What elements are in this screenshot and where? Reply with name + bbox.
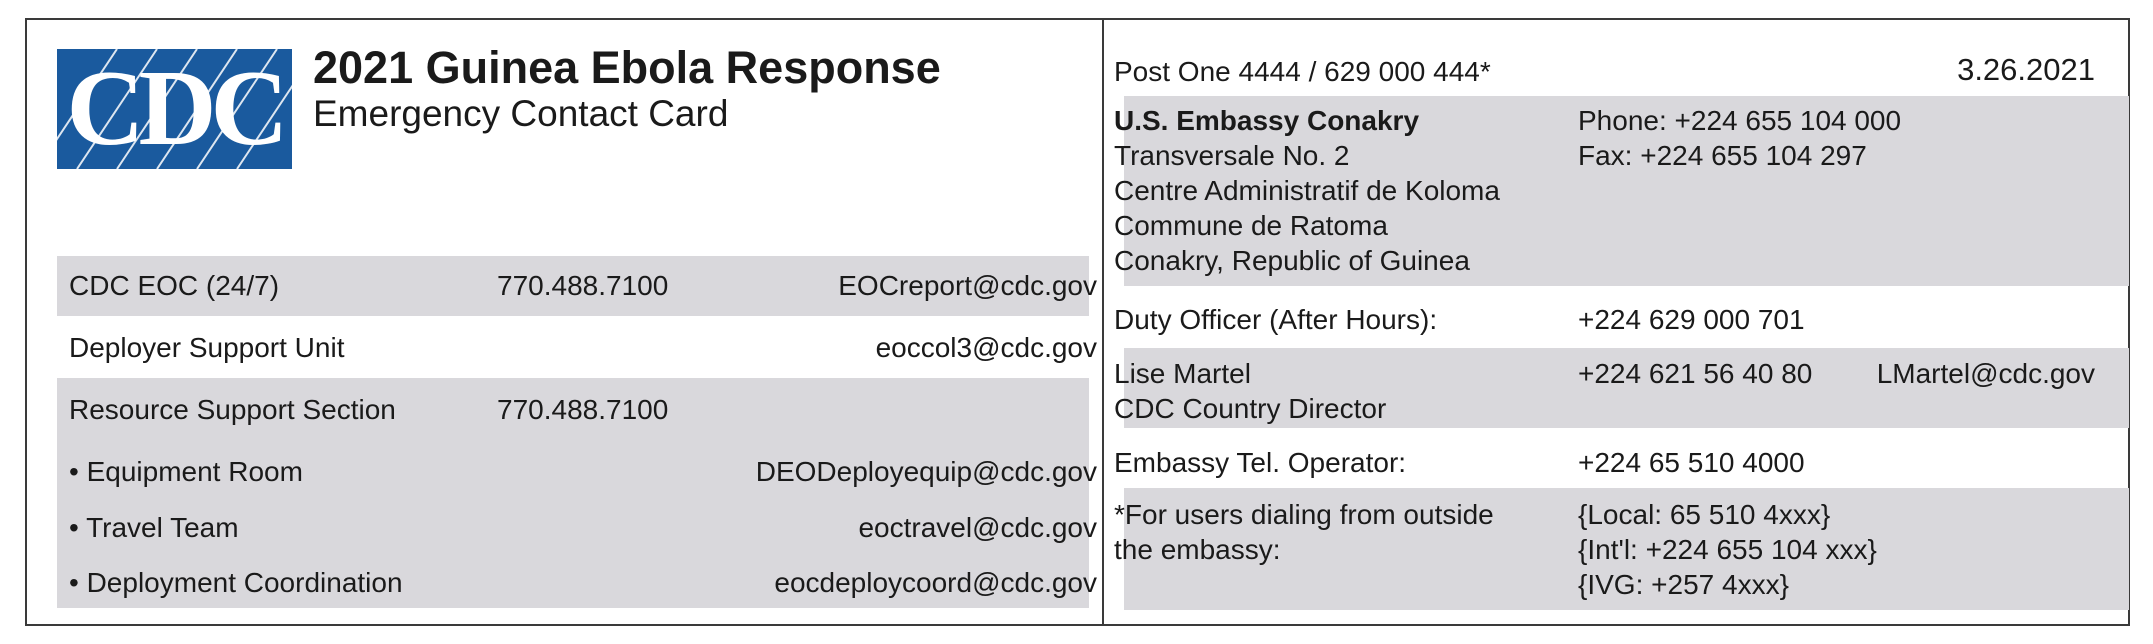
card-date: 3.26.2021: [1957, 52, 2095, 87]
contact-email[interactable]: eoccol3@cdc.gov: [875, 332, 1097, 363]
contact-email[interactable]: eoctravel@cdc.gov: [858, 512, 1097, 543]
outside-number-ivg: {IVG: +257 4xxx}: [1578, 569, 1789, 600]
outside-label-line: the embassy:: [1114, 534, 1281, 565]
cdc-logo: [57, 49, 292, 169]
director-title: CDC Country Director: [1114, 393, 1387, 424]
embassy-address-line: Centre Administratif de Koloma: [1114, 175, 1500, 206]
contact-name: • Equipment Room: [69, 456, 303, 487]
contact-name: CDC EOC (24/7): [69, 270, 280, 301]
operator-phone: +224 65 510 4000: [1578, 447, 1805, 478]
contact-phone: 770.488.7100: [497, 394, 669, 425]
contact-email[interactable]: DEODeployequip@cdc.gov: [755, 456, 1097, 487]
duty-officer-phone: +224 629 000 701: [1578, 304, 1805, 335]
post-one-number: Post One 4444 / 629 000 444*: [1114, 56, 1491, 87]
embassy-phone: Phone: +224 655 104 000: [1578, 105, 1902, 136]
contact-name: • Deployment Coordination: [69, 567, 403, 598]
contact-email[interactable]: EOCreport@cdc.gov: [838, 270, 1097, 301]
contact-name: • Travel Team: [69, 512, 239, 543]
operator-label: Embassy Tel. Operator:: [1114, 447, 1407, 478]
logo-text: CDC: [66, 49, 283, 168]
duty-officer-label: Duty Officer (After Hours):: [1114, 304, 1438, 335]
contact-card: [25, 18, 2130, 626]
page-subtitle: Emergency Contact Card: [313, 93, 729, 134]
page-title: 2021 Guinea Ebola Response: [313, 42, 941, 93]
contact-name: Deployer Support Unit: [69, 332, 345, 363]
contact-name: Resource Support Section: [69, 394, 396, 425]
outside-number-intl: {Int'l: +224 655 104 xxx}: [1578, 534, 1877, 565]
director-phone: +224 621 56 40 80: [1578, 358, 1813, 389]
contact-phone: 770.488.7100: [497, 270, 669, 301]
outside-label-line: *For users dialing from outside: [1114, 499, 1494, 530]
outside-number-local: {Local: 65 510 4xxx}: [1578, 499, 1831, 530]
director-name: Lise Martel: [1114, 358, 1251, 389]
director-email[interactable]: LMartel@cdc.gov: [1876, 358, 2095, 389]
card-divider: [1102, 20, 1104, 624]
contact-email[interactable]: eocdeploycoord@cdc.gov: [774, 567, 1097, 598]
embassy-name: U.S. Embassy Conakry: [1114, 105, 1420, 136]
embassy-address-line: Commune de Ratoma: [1114, 210, 1388, 241]
embassy-address-line: Transversale No. 2: [1114, 140, 1350, 171]
embassy-fax: Fax: +224 655 104 297: [1578, 140, 1867, 171]
embassy-address-line: Conakry, Republic of Guinea: [1114, 245, 1470, 276]
